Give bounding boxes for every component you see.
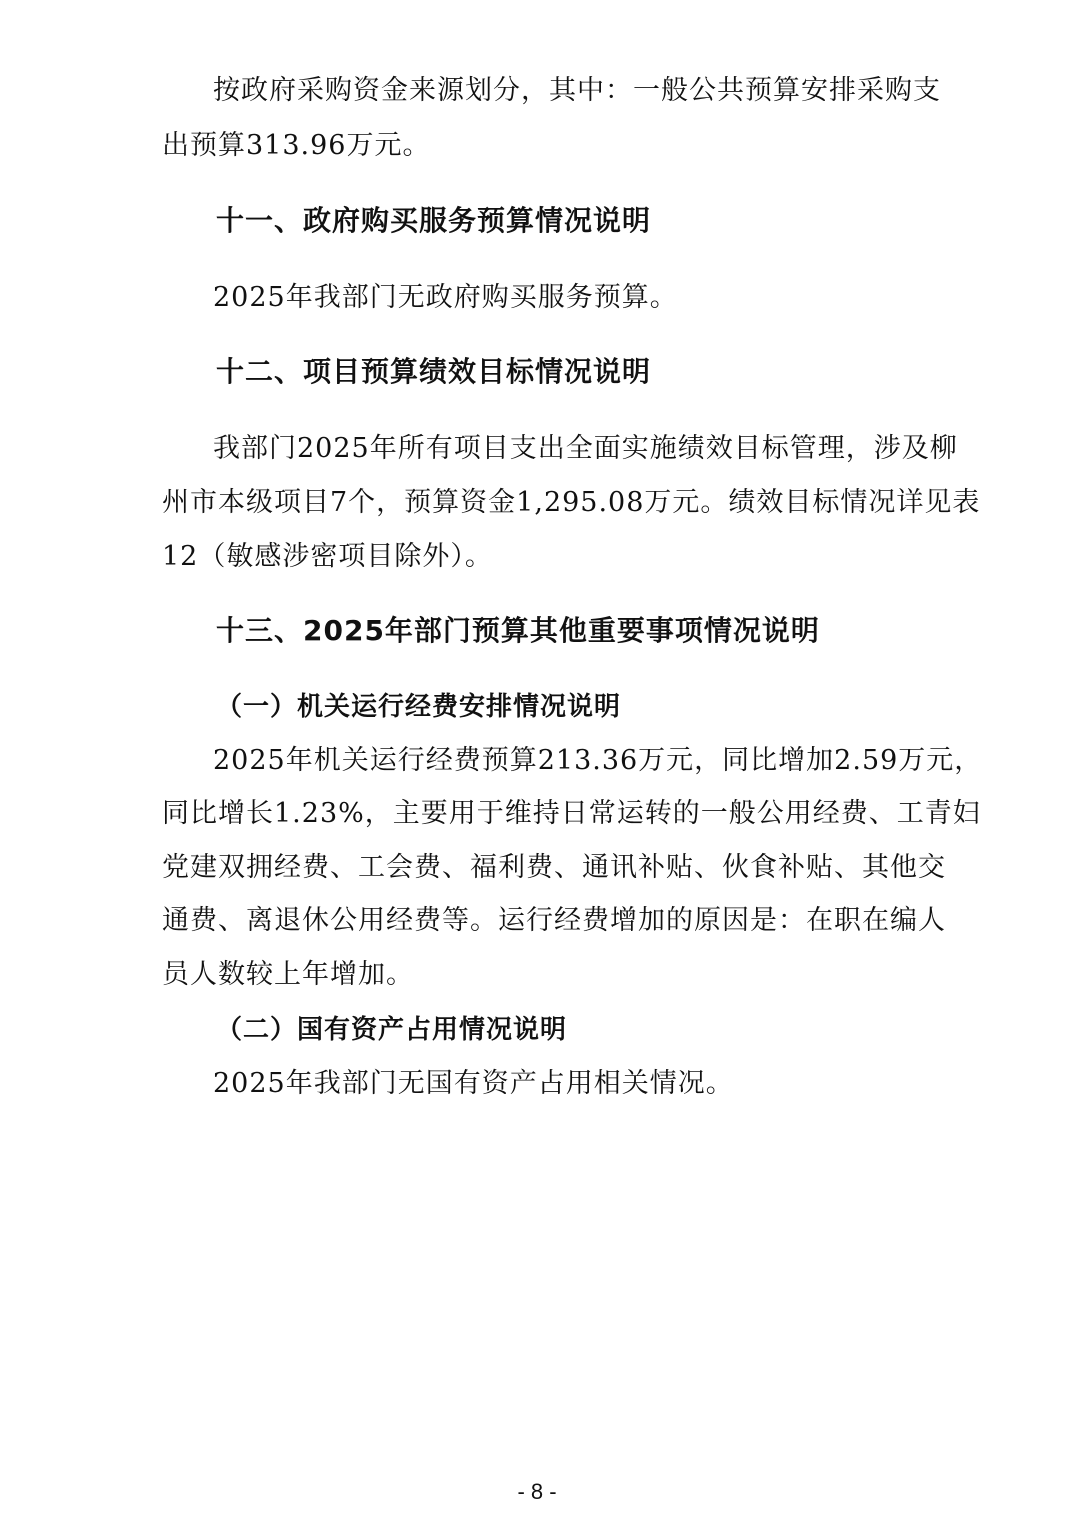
subsection-heading-2: （二）国有资产占用情况说明 bbox=[216, 1015, 568, 1045]
paragraph-state-assets: 2025年我部门无国有资产占用相关情况。 bbox=[213, 1068, 734, 1099]
paragraph-operating-cost-line-1: 2025年机关运行经费预算213.36万元，同比增加2.59万元， bbox=[213, 745, 983, 776]
paragraph-service-purchase: 2025年我部门无政府购买服务预算。 bbox=[213, 282, 678, 313]
paragraph-operating-cost-line-4: 通费、离退休公用经费等。运行经费增加的原因是：在职在编人 bbox=[162, 905, 946, 936]
paragraph-procurement-line-2: 出预算313.96万元。 bbox=[162, 130, 431, 161]
page-number: - 8 - bbox=[517, 1479, 557, 1504]
paragraph-performance-line-3: 12（敏感涉密项目除外）。 bbox=[162, 541, 493, 572]
paragraph-performance-line-2: 州市本级项目7个，预算资金1,295.08万元。绩效目标情况详见表 bbox=[162, 487, 981, 518]
section-heading-11: 十一、政府购买服务预算情况说明 bbox=[216, 204, 652, 237]
section-heading-13: 十三、2025年部门预算其他重要事项情况说明 bbox=[216, 614, 820, 647]
paragraph-operating-cost-line-2: 同比增长1.23%，主要用于维持日常运转的一般公用经费、工青妇 bbox=[162, 798, 981, 829]
subsection-heading-1: （一）机关运行经费安排情况说明 bbox=[216, 692, 622, 722]
paragraph-operating-cost-line-3: 党建双拥经费、工会费、福利费、通讯补贴、伙食补贴、其他交 bbox=[162, 852, 946, 883]
section-heading-12: 十二、项目预算绩效目标情况说明 bbox=[216, 355, 652, 388]
paragraph-performance-line-1: 我部门2025年所有项目支出全面实施绩效目标管理，涉及柳 bbox=[213, 433, 958, 464]
paragraph-operating-cost-line-5: 员人数较上年增加。 bbox=[162, 959, 414, 990]
paragraph-procurement-line-1: 按政府采购资金来源划分，其中：一般公共预算安排采购支 bbox=[213, 75, 941, 106]
